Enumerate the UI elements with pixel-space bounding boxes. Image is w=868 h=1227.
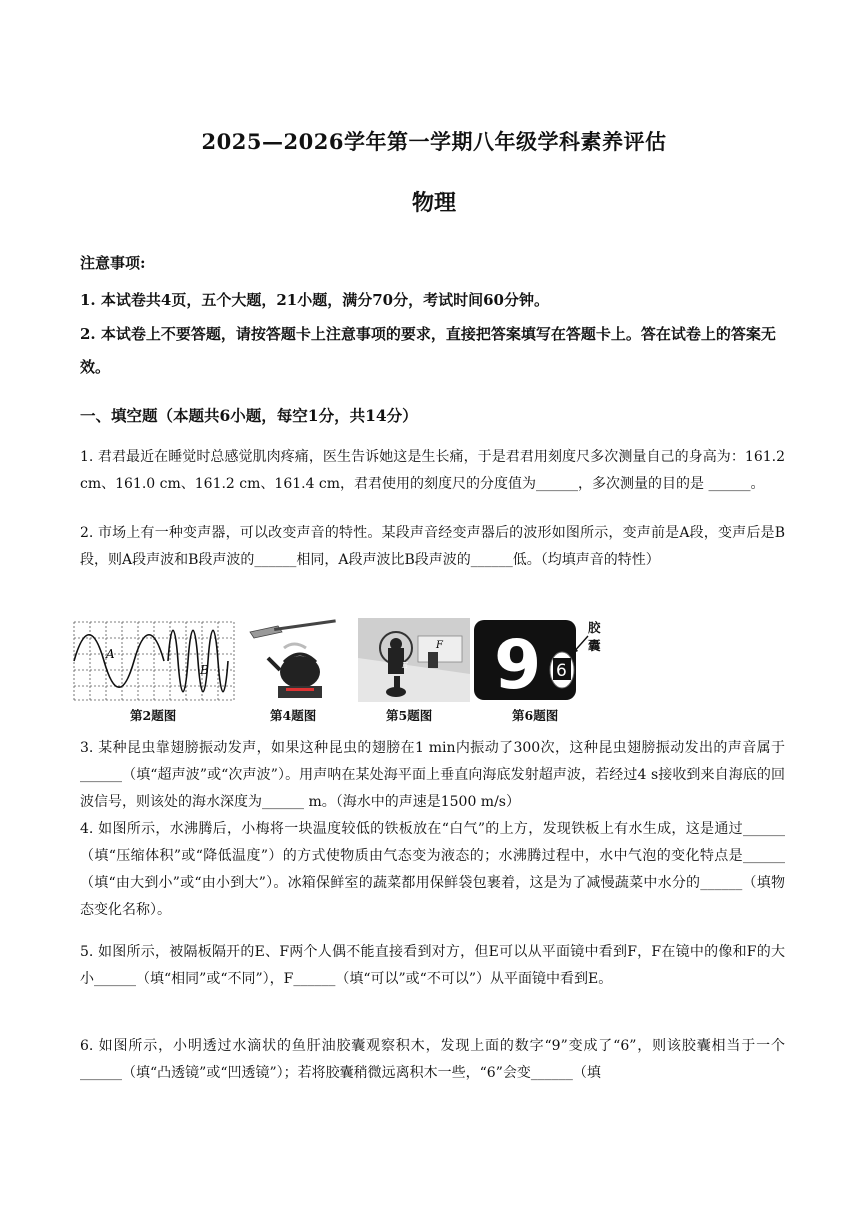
capsule-figure — [474, 616, 592, 704]
question-3: 3. 某种昆虫靠翅膀振动发声，如果这种昆虫的翅膀在1 min内振动了300次，这种昆虫翅膀振动发出的声音属于______（填“超声波”或“次声波”）。用声呐在某处海平面上垂直向海底发射超声波，若经过4 s接收到来自海底的回波信号，则该处的海水深度为______ m。（海水中的声速是1500 m/s） — [80, 740, 785, 810]
question-4: 4. 如图所示，水沸腾后，小梅将一块温度较低的铁板放在“白气”的上方，发现铁板上有水生成，这是通过______（填“压缩体积”或“降低温度”）的方式使物质由气态变为液态的；水沸腾过程中，水中气泡的变化特点是______（填“由大到小”或“由小到大”）。冰箱保鲜室的蔬菜都用保鲜袋包裹着，这是为了减慢蔬菜中水分的______（填物态变化名称）。 — [80, 821, 785, 918]
capsule-label: 胶囊 — [588, 620, 601, 653]
caption-fig5: 第5题图 — [386, 708, 433, 723]
mirror-label-f: F — [436, 640, 443, 651]
question-1: 1. 君君最近在睡觉时总感觉肌肉疼痛，医生告诉她这是生长痛，于是君君用刻度尺多次测量自己的身高为：161.2 cm、161.0 cm、161.2 cm、161.4 cm，君君使用的刻度尺的分度值为______，多次测量的目的是 ______。 — [80, 449, 785, 492]
caption-fig6: 第6题图 — [512, 708, 559, 723]
wave-label-a: A — [106, 647, 115, 661]
subject-title: 物理 — [411, 190, 456, 216]
section-title: 一、填空题（本题共6小题，每空1分，共14分） — [80, 406, 418, 425]
caption-fig2: 第2题图 — [130, 708, 177, 723]
kettle-figure — [244, 618, 354, 702]
note-item-1: 1. 本试卷共4页，五个大题，21小题，满分70分，考试时间60分钟。 — [80, 291, 549, 309]
question-6: 6. 如图所示，小明透过水滴状的鱼肝油胶囊观察积木，发现上面的数字“9”变成了“6”，则该胶囊相当于一个______（填“凸透镜”或“凹透镜”）；若将胶囊稍微远离积木一些，“6”会变______（填 — [80, 1038, 785, 1081]
figure-row — [72, 614, 601, 726]
caption-fig4: 第4题图 — [270, 708, 317, 723]
capsule-digit: 6 — [556, 661, 567, 681]
exam-title: 2025—2026学年第一学期八年级学科素养评估 — [201, 129, 667, 154]
waveform-figure — [72, 618, 236, 702]
notes-heading: 注意事项: — [80, 254, 146, 272]
question-5: 5. 如图所示，被隔板隔开的E、F两个人偶不能直接看到对方，但E可以从平面镜中看到F，F在镜中的像和F的大小______（填“相同”或“不同”），F______（填“可以”或“不可以”）从平面镜中看到E。 — [80, 944, 785, 987]
note-item-2: 2. 本试卷上不要答题，请按答题卡上注意事项的要求，直接把答案填写在答题卡上。答在试卷上的答案无效。 — [80, 325, 776, 376]
question-2: 2. 市场上有一种变声器，可以改变声音的特性。某段声音经变声器后的波形如图所示，变声前是A段，变声后是B段，则A段声波和B段声波的______相同，A段声波比B段声波的______低。（均填声音的特性） — [80, 525, 785, 568]
wave-label-b: B — [200, 663, 209, 677]
block-digit: 9 — [494, 626, 542, 704]
mirror-figure — [358, 618, 470, 702]
mirror-label-e: E — [402, 661, 408, 670]
